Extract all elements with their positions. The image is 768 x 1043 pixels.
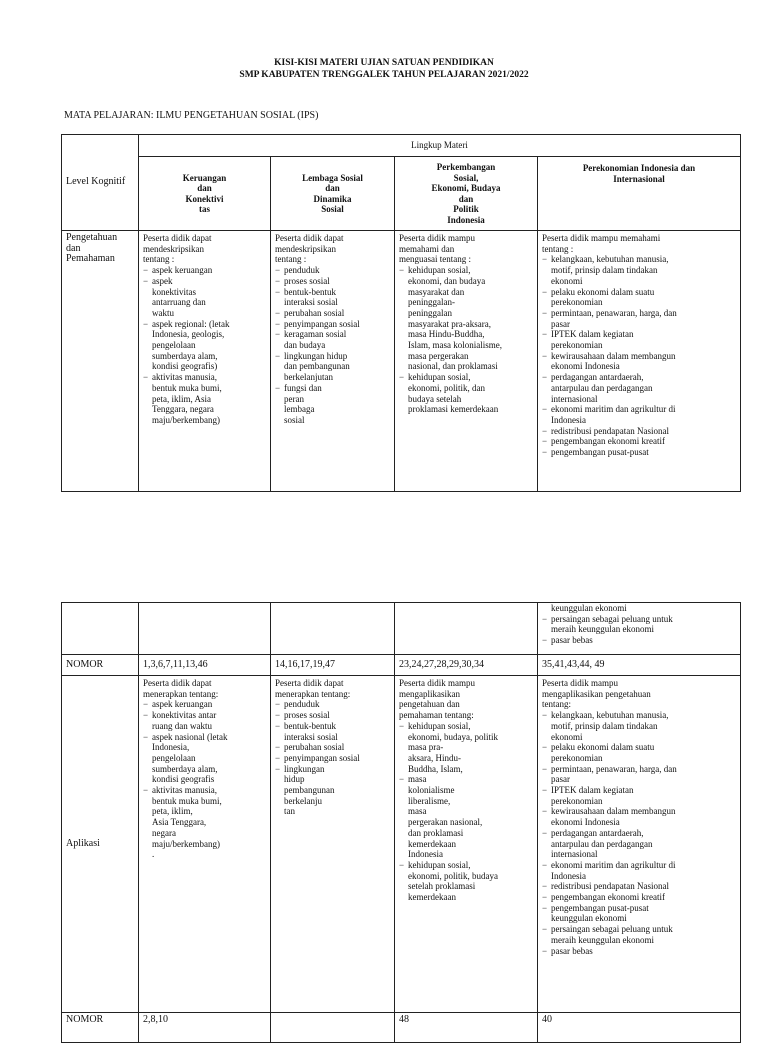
list-item: − kehidupan sosial, ekonomi, dan budaya masyarakat dan peninggalan- peninggalan masyarakat pra-aksara, masa Hindu-Buddha, Islam, masa kolonialisme, masa pergerakan nasional, dan proklamasi <box>399 265 533 372</box>
list-item: − kelangkaan, kebutuhan manusia, motif, prinsip dalam tindakan ekonomi <box>542 710 736 742</box>
list-item: − aktivitas manusia, bentuk muka bumi, peta, iklim, Asia Tenggara, negara maju/berkembang) . <box>143 785 266 860</box>
kisi-kisi-table-page1 <box>61 134 741 492</box>
nomor-keruangan: 1,3,6,7,11,13,46 <box>139 655 271 676</box>
list-item: − konektivitas antar ruang dan waktu <box>143 710 266 731</box>
list-item: − keragaman sosial dan budaya <box>275 329 390 350</box>
list-item: − kehidupan sosial, ekonomi, politik, dan budaya setelah proklamasi kemerdekaan <box>399 372 533 415</box>
col-header-keruangan: Keruangan dan Konektivi tas <box>139 157 271 231</box>
lingkup-materi-header: Lingkup Materi <box>139 135 741 157</box>
nomor-label: NOMOR <box>62 655 139 676</box>
list-item: − redistribusi pendapatan Nasional <box>542 881 736 892</box>
list-item: − redistribusi pendapatan Nasional <box>542 426 736 437</box>
list-item: − penyimpangan sosial <box>275 753 390 764</box>
list-item: − masa kolonialisme liberalisme, masa pergerakan nasional, dan proklamasi kemerdekaan Indonesia <box>399 774 533 860</box>
bullet-list <box>399 721 533 903</box>
nomor-lembaga-sosial: 14,16,17,19,47 <box>271 655 395 676</box>
doc-title-line-2: SMP KABUPATEN TRENGGALEK TAHUN PELAJARAN 2021/2022 <box>239 70 529 80</box>
list-item: − IPTEK dalam kegiatan perekonomian <box>542 785 736 806</box>
aplikasi-keruangan <box>139 676 271 1013</box>
nomor2-perekonomian: 40 <box>538 1013 741 1043</box>
list-item: − perdagangan antardaerah, antarpulau dan perdagangan internasional <box>542 372 736 404</box>
list-item: − aspek regional: (letak Indonesia, geologis, pengelolaan sumberdaya alam, kondisi geografis) <box>143 319 266 373</box>
cont-perekonomian <box>538 603 741 655</box>
list-item: − aspek keruangan <box>143 699 266 710</box>
list-item: − permintaan, penawaran, harga, dan pasar <box>542 764 736 785</box>
aplikasi-perkembangan <box>395 676 538 1013</box>
cont-empty-level <box>62 603 139 655</box>
list-item: − perdagangan antardaerah, antarpulau dan perdagangan internasional <box>542 828 736 860</box>
lead-text: Peserta didik mampu memahami tentang : <box>542 233 661 254</box>
list-item: − bentuk-bentuk interaksi sosial <box>275 721 390 742</box>
list-item: − penduduk <box>275 265 390 276</box>
list-item: − persaingan sebagai peluang untuk meraih keunggulan ekonomi <box>542 614 736 635</box>
list-item: − aspek konektivitas antarruang dan waktu <box>143 276 266 319</box>
list-item: − proses sosial <box>275 710 390 721</box>
list-item: − aspek nasional (letak Indonesia, pengelolaan sumberdaya alam, kondisi geografis <box>143 732 266 786</box>
level-pengetahuan: Pengetahuan dan Pemahaman <box>62 231 139 492</box>
list-item: − pasar bebas <box>542 635 736 646</box>
cont-empty-c3 <box>395 603 538 655</box>
list-item: − lingkungan hidup pembangunan berkelanju tan <box>275 764 390 818</box>
subject-label: MATA PELAJARAN: ILMU PENGETAHUAN SOSIAL (IPS) <box>64 110 319 121</box>
bullet-list <box>275 265 390 426</box>
lead-text: Peserta didik dapat menerapkan tentang: <box>275 678 351 699</box>
list-item: − penyimpangan sosial <box>275 319 390 330</box>
list-item: − kewirausahaan dalam membangun ekonomi Indonesia <box>542 351 736 372</box>
list-item: − lingkungan hidup dan pembangunan berkelanjutan <box>275 351 390 383</box>
lead-text: Peserta didik mampu mengaplikasikan pengetahuan tentang: <box>542 678 651 710</box>
level-aplikasi: Aplikasi <box>62 676 139 1013</box>
level-kognitif-header: Level Kognitif <box>62 135 139 231</box>
bullet-list <box>542 254 736 457</box>
col-header-perekonomian: Perekonomian Indonesia dan Internasional <box>538 157 741 231</box>
list-item: − pasar bebas <box>542 946 736 957</box>
cont-line: keunggulan ekonomi <box>551 603 627 613</box>
bullet-list <box>143 699 266 860</box>
aplikasi-perekonomian <box>538 676 741 1013</box>
lead-text: Peserta didik mampu mengaplikasikan pengetahuan dan pemahaman tentang: <box>399 678 475 721</box>
bullet-list <box>143 265 266 426</box>
list-item: − ekonomi maritim dan agrikultur di Indonesia <box>542 860 736 881</box>
list-item: − pengembangan pusat-pusat keunggulan ekonomi <box>542 903 736 924</box>
col-header-perkembangan: Perkembangan Sosial, Ekonomi, Budaya dan Politik Indonesia <box>395 157 538 231</box>
list-item: − perubahan sosial <box>275 742 390 753</box>
bullet-list <box>399 265 533 415</box>
cont-list <box>542 614 736 646</box>
cell-lembaga-sosial <box>271 231 395 492</box>
list-item: − proses sosial <box>275 276 390 287</box>
cell-perekonomian <box>538 231 741 492</box>
lead-text: Peserta didik dapat menerapkan tentang: <box>143 678 219 699</box>
doc-title-line-1: KISI-KISI MATERI UJIAN SATUAN PENDIDIKAN <box>274 58 494 68</box>
list-item: − ekonomi maritim dan agrikultur di Indonesia <box>542 404 736 425</box>
list-item: − IPTEK dalam kegiatan perekonomian <box>542 329 736 350</box>
cell-perkembangan <box>395 231 538 492</box>
list-item: − pengembangan ekonomi kreatif <box>542 892 736 903</box>
list-item: − permintaan, penawaran, harga, dan pasar <box>542 308 736 329</box>
list-item: − pengembangan ekonomi kreatif <box>542 436 736 447</box>
list-item: − pelaku ekonomi dalam suatu perekonomian <box>542 742 736 763</box>
list-item: − kelangkaan, kebutuhan manusia, motif, prinsip dalam tindakan ekonomi <box>542 254 736 286</box>
list-item: − kehidupan sosial, ekonomi, budaya, politik masa pra- aksara, Hindu- Buddha, Islam, <box>399 721 533 775</box>
nomor2-label: NOMOR <box>62 1013 139 1043</box>
kisi-kisi-table-page2 <box>61 602 741 1043</box>
bullet-list <box>275 699 390 817</box>
list-item: − penduduk <box>275 699 390 710</box>
list-item: − pengembangan pusat-pusat <box>542 447 736 458</box>
nomor-perekonomian: 35,41,43,44, 49 <box>538 655 741 676</box>
list-item: − bentuk-bentuk interaksi sosial <box>275 287 390 308</box>
nomor2-perkembangan: 48 <box>395 1013 538 1043</box>
lead-text: Peserta didik dapat mendeskripsikan tentang : <box>143 233 212 265</box>
list-item: − kewirausahaan dalam membangun ekonomi Indonesia <box>542 806 736 827</box>
list-item: − fungsi dan peran lembaga sosial <box>275 383 390 426</box>
aplikasi-lembaga-sosial <box>271 676 395 1013</box>
list-item: − aspek keruangan <box>143 265 266 276</box>
nomor2-keruangan: 2,8,10 <box>139 1013 271 1043</box>
nomor-perkembangan: 23,24,27,28,29,30,34 <box>395 655 538 676</box>
cont-empty-c2 <box>271 603 395 655</box>
list-item: − persaingan sebagai peluang untuk meraih keunggulan ekonomi <box>542 924 736 945</box>
lead-text: Peserta didik dapat mendeskripsikan tentang : <box>275 233 344 265</box>
col-header-lembaga-sosial: Lembaga Sosial dan Dinamika Sosial <box>271 157 395 231</box>
lead-text: Peserta didik mampu memahami dan menguasai tentang : <box>399 233 475 265</box>
cont-empty-c1 <box>139 603 271 655</box>
list-item: − aktivitas manusia, bentuk muka bumi, peta, iklim, Asia Tenggara, negara maju/berkembang) <box>143 372 266 426</box>
list-item: − perubahan sosial <box>275 308 390 319</box>
bullet-list <box>542 710 736 956</box>
cell-keruangan <box>139 231 271 492</box>
list-item: − kehidupan sosial, ekonomi, politik, budaya setelah proklamasi kemerdekaan <box>399 860 533 903</box>
nomor2-lembaga-sosial <box>271 1013 395 1043</box>
list-item: − pelaku ekonomi dalam suatu perekonomian <box>542 287 736 308</box>
